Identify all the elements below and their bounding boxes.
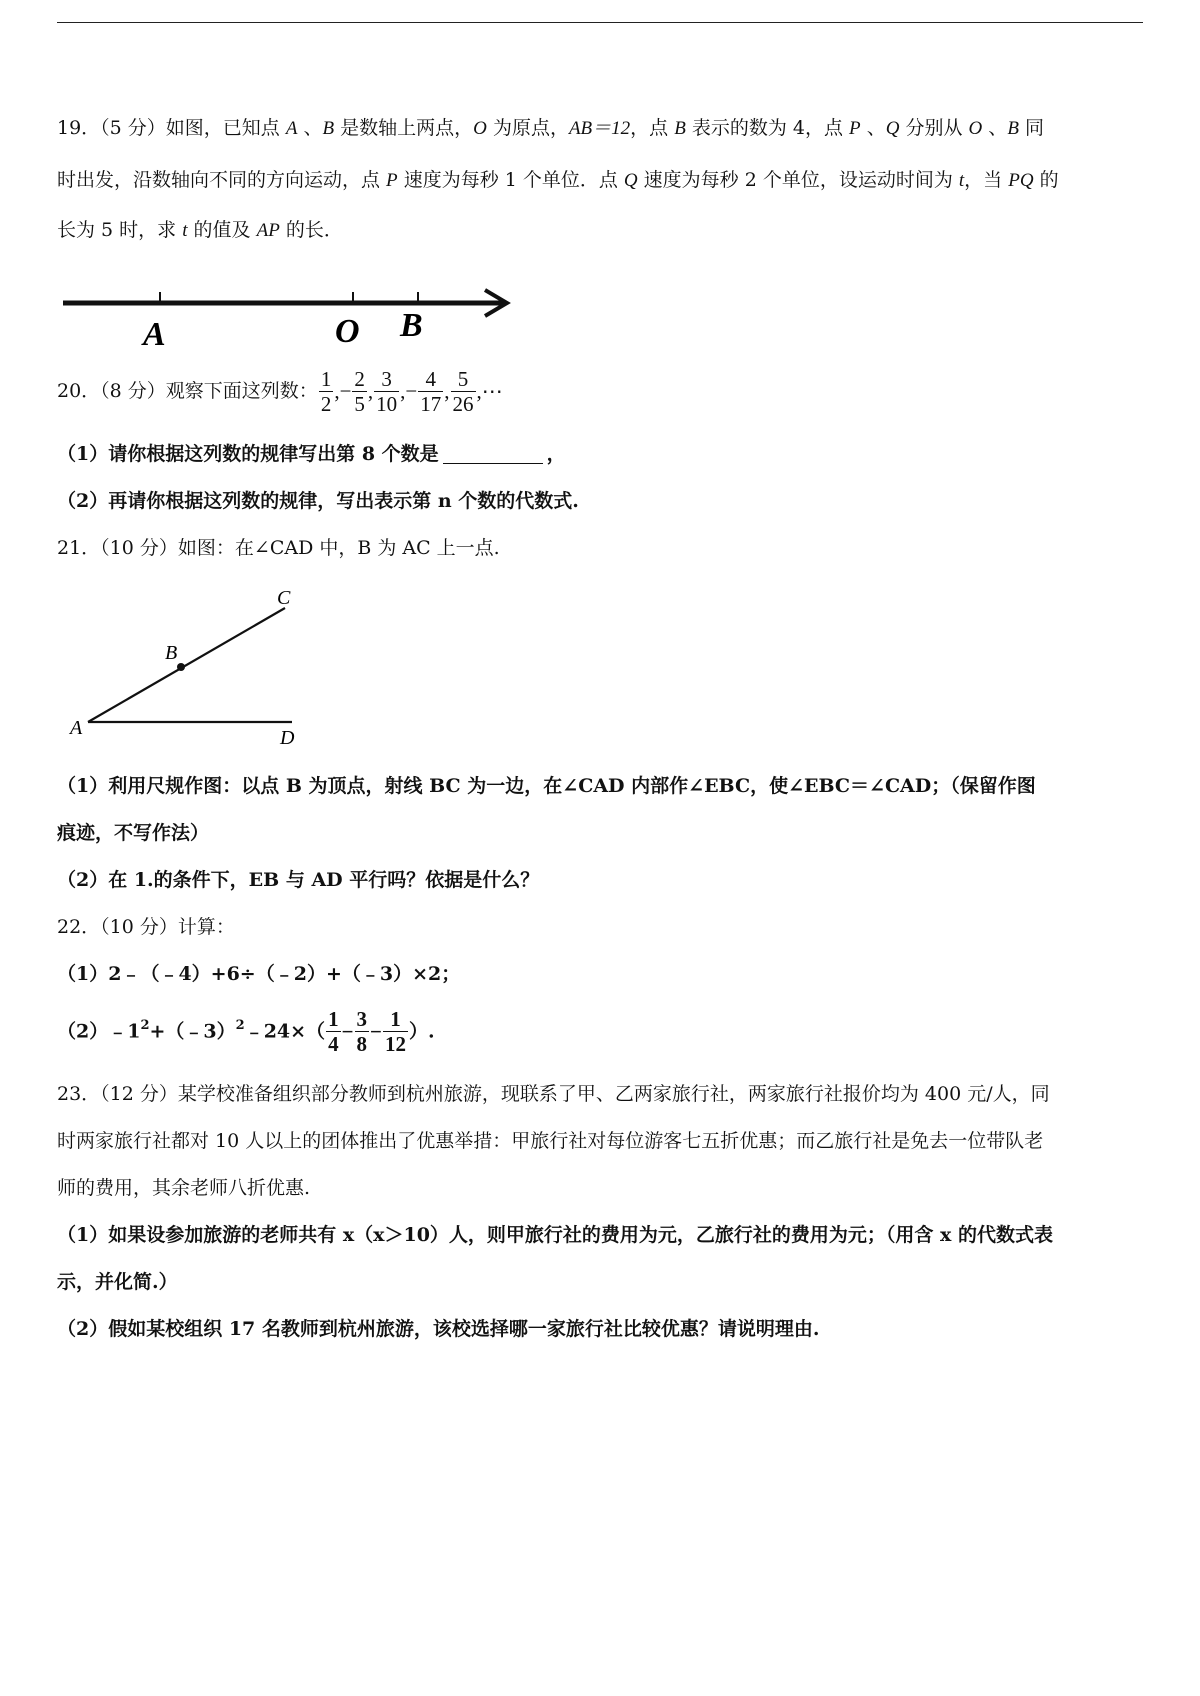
numerator: 3	[374, 367, 399, 392]
q19-sep: 、	[860, 117, 886, 139]
comma: ,	[367, 379, 374, 403]
q22-fraction	[326, 1007, 341, 1056]
q20-part-1-text: （1）请你根据这列数的规律写出第 8 个数是	[57, 443, 439, 465]
q22-part-2-text: +（﹣3）	[149, 1020, 236, 1043]
q19-var-b: B	[674, 118, 686, 139]
q23-part-1b: 示，并化简.）	[57, 1271, 178, 1293]
q19-text: ，点	[630, 117, 675, 139]
q22-part-2-text: （2）﹣1	[57, 1020, 141, 1043]
angle-figure	[60, 590, 310, 750]
denominator: 8	[356, 1031, 368, 1056]
numerator: 5	[451, 367, 476, 392]
exponent: 2	[140, 1018, 150, 1033]
q19-var-b: B	[1007, 118, 1019, 139]
q20-fraction	[319, 367, 334, 416]
q22-part-2-text: ﹣24×（	[244, 1020, 326, 1043]
denominator: 26	[452, 391, 474, 416]
q22-part-1: （1）2﹣（﹣4）+6÷（﹣2）+（﹣3）×2；	[57, 963, 461, 985]
label-c: C	[277, 590, 291, 609]
numerator: 1	[383, 1007, 408, 1032]
q23-line-3: 师的费用，其余老师八折优惠.	[57, 1177, 311, 1199]
q23-line-2: 时两家旅行社都对 10 人以上的团体推出了优惠举措：甲旅行社对每位游客七五折优惠；而乙旅行社是免去一位带队老	[57, 1130, 1044, 1152]
ellipsis: ,⋯	[476, 379, 503, 403]
q19-var-t: t	[182, 220, 188, 241]
q23-part-2: （2）假如某校组织 17 名教师到杭州旅游，该校选择哪一家旅行社比较优惠？请说明理由.	[57, 1318, 820, 1340]
q19-sep: 、	[297, 117, 323, 139]
numerator: 3	[356, 1006, 368, 1031]
comma: ,	[444, 379, 450, 403]
q21-part-1b: 痕迹，不写作法）	[57, 822, 210, 844]
q19-text: 的长．	[279, 219, 343, 241]
minus-sign: −	[339, 379, 352, 403]
q22-fraction	[383, 1007, 408, 1056]
numerator: 2	[354, 366, 365, 391]
q19-var-b: B	[322, 118, 335, 139]
q19-var-p: P	[386, 170, 398, 191]
q19-line-1	[57, 114, 1145, 143]
q19-line-2	[57, 166, 1145, 195]
q20-fraction	[451, 367, 476, 416]
q19-text: 时出发，沿数轴向不同的方向运动，点	[57, 169, 387, 191]
q19-var-q: Q	[623, 170, 638, 191]
comma: ,	[334, 379, 340, 403]
comma: ,	[400, 379, 406, 403]
exponent: 2	[235, 1018, 245, 1033]
label-d: D	[280, 727, 295, 749]
q19-text: 速度为每秒 2 个单位，设运动时间为	[637, 169, 959, 191]
label-a: A	[143, 316, 166, 352]
label-o: O	[335, 313, 360, 350]
numerator: 4	[418, 367, 443, 392]
q20-part-1-end: ，	[546, 443, 566, 465]
q19-var-q: Q	[885, 118, 900, 139]
q21-part-2: （2）在 1.的条件下，EB 与 AD 平行吗？依据是什么？	[57, 869, 540, 891]
ray-ac	[88, 608, 285, 722]
q19-text: 表示的数为 4，点	[685, 117, 850, 139]
minus-sign: −	[341, 1019, 354, 1044]
q19-text: ，当	[964, 169, 1009, 191]
q23-line-1: 23．（12 分）某学校准备组织部分教师到杭州旅游，现联系了甲、乙两家旅行社，两家旅行社报价均为 400 元/人，同	[57, 1083, 1050, 1105]
q20-lead: 20．（8 分）观察下面这列数：	[57, 380, 318, 402]
q19-text: 长为 5 时，求	[57, 219, 183, 241]
q20-part-2: （2）再请你根据这列数的规律，写出表示第 n 个数的代数式.	[57, 490, 579, 512]
q20-fraction	[418, 367, 443, 416]
label-b: B	[165, 642, 178, 664]
q19-text: 19．（5 分）如图，已知点	[57, 117, 286, 139]
q19-text: 的	[1033, 169, 1059, 191]
q20-fraction	[374, 367, 399, 416]
numerator: 1	[328, 1006, 339, 1031]
minus-sign: −	[370, 1019, 382, 1044]
answer-blank[interactable]	[443, 443, 543, 464]
q22-lead: 22．（10 分）计算：	[57, 916, 235, 938]
q19-var-a: A	[285, 118, 298, 139]
denominator: 10	[376, 391, 398, 416]
q19-text: 是数轴上两点，	[334, 117, 474, 139]
q23-part-1a: （1）如果设参加旅游的老师共有 x（x＞10）人，则甲旅行社的费用为元，乙旅行社的费用为元；（用含 x 的代数式表	[57, 1224, 1053, 1246]
q22-part-2-end: ）.	[409, 1020, 435, 1043]
q21-part-1a: （1）利用尺规作图：以点 B 为顶点，射线 BC 为一边，在∠CAD 内部作∠EBC，使∠EBC＝∠CAD；（保留作图	[57, 775, 1036, 797]
q19-text: 速度为每秒 1 个单位．点	[397, 169, 624, 191]
q19-var-o: O	[968, 118, 983, 139]
denominator: 2	[320, 391, 332, 416]
label-b: B	[400, 307, 423, 344]
denominator: 4	[328, 1031, 339, 1056]
q22-fraction	[355, 1007, 370, 1056]
label-a: A	[70, 717, 83, 739]
denominator: 5	[354, 391, 365, 416]
q19-var-t: t	[958, 170, 965, 191]
q20-fraction	[352, 367, 367, 416]
point-b	[177, 663, 185, 671]
q19-line-3	[57, 216, 1145, 245]
q20-line-1	[57, 362, 1145, 419]
minus-sign: −	[405, 379, 418, 403]
denominator: 17	[420, 391, 442, 416]
denominator: 12	[385, 1031, 406, 1056]
numerator: 1	[320, 366, 332, 391]
q19-text: 同	[1018, 117, 1044, 139]
q19-equation: AB＝12	[568, 118, 631, 139]
q22-part-2	[57, 998, 1145, 1059]
q19-var-o: O	[473, 118, 487, 139]
q21-lead: 21．（10 分）如图：在∠CAD 中，B 为 AC 上一点.	[57, 537, 500, 559]
q19-text: 为原点，	[486, 117, 569, 139]
q19-sep: 、	[982, 117, 1008, 139]
header-rule	[57, 22, 1143, 23]
number-line-figure	[55, 262, 525, 352]
q20-part-1	[57, 440, 1145, 468]
q19-var-pq: PQ	[1008, 170, 1034, 191]
q19-var-p: P	[849, 118, 861, 139]
q19-text: 分别从	[899, 117, 969, 139]
q19-var-ap: AP	[256, 220, 280, 241]
q19-text: 的值及	[187, 219, 257, 241]
